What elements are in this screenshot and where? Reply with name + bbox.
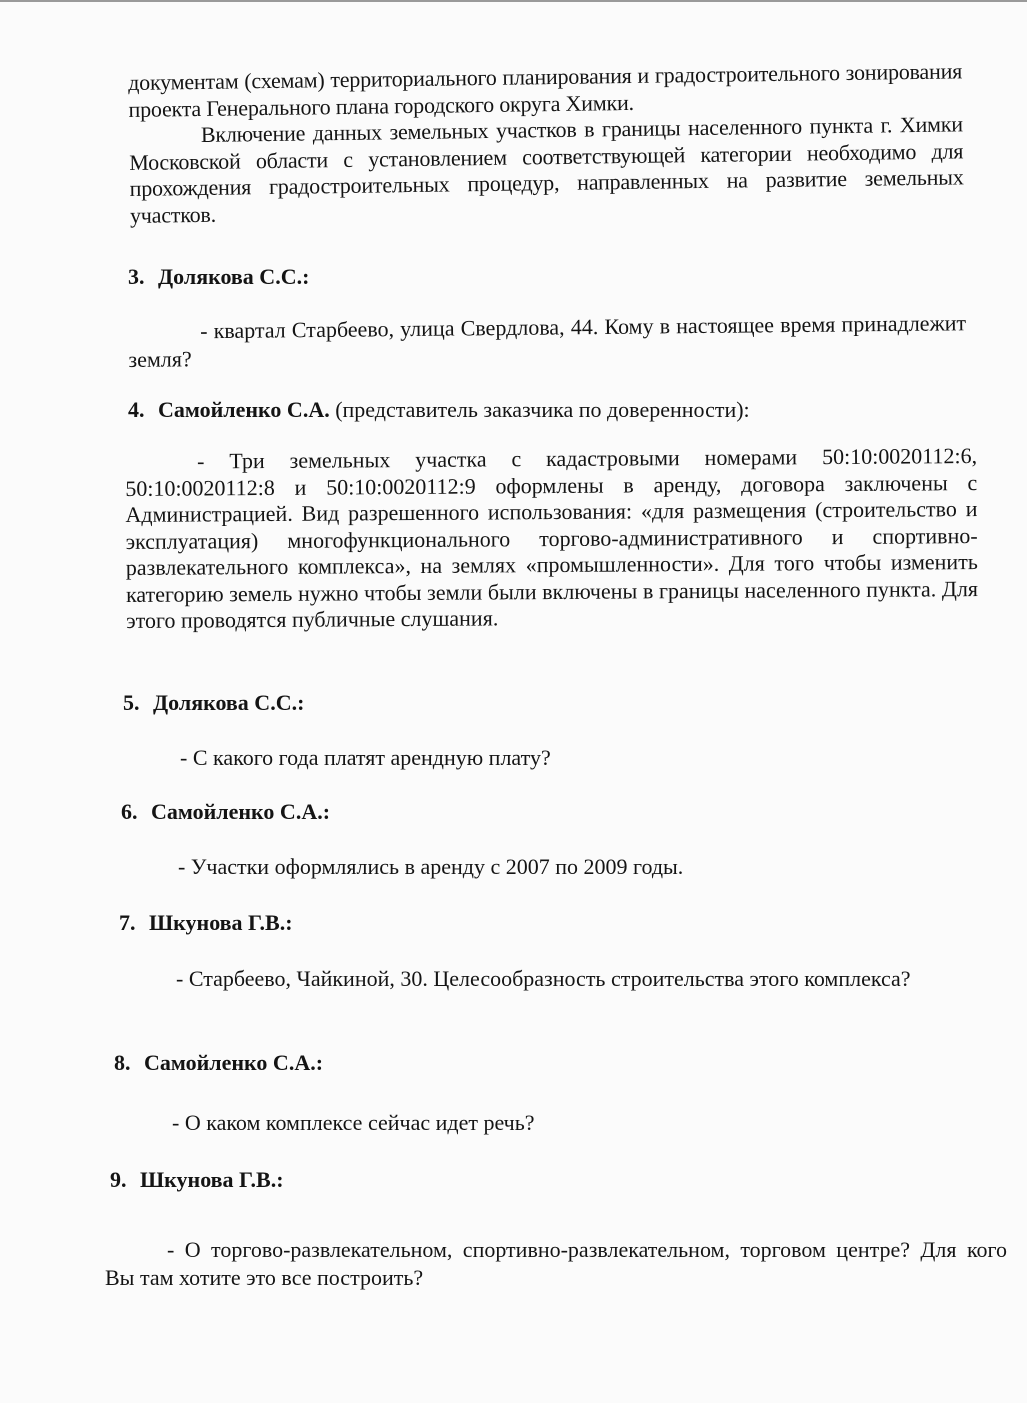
intro-text [128,58,964,229]
speaker-name: Долякова С.С.: [158,264,310,289]
entry-number: 7. [119,910,136,935]
entry-number: 5. [123,690,140,715]
entry-3-heading [128,264,309,290]
speaker-note: (представитель заказчика по доверенности): [329,397,750,422]
entry-7-heading [119,910,293,936]
entry-8-heading [114,1050,323,1076]
speaker-name: Самойленко С.А.: [144,1050,324,1075]
entry-4-heading [128,397,750,423]
entry-9-text: - О торгово-развлекательном, спортивно-развлекательном, торговом центре? Для кого Вы там хотите это все построить? [105,1237,1007,1290]
intro-paragraph-1: документам (схемам) территориального планирования и градостроительного зонирования проекта Генерального плана городского округа Химки. [128,58,963,122]
entry-number: 8. [114,1050,131,1075]
entry-3-text: - квартал Старбеево, улица Свердлова, 44. Кому в настоящее время принадлежит земля? [128,310,967,372]
entry-number: 4. [128,397,145,422]
entry-6-text: - Участки оформлялись в аренду с 2007 по 2009 годы. [178,854,684,879]
speaker-name: Долякова С.С.: [153,690,305,715]
entry-7-text: - Старбеево, Чайкиной, 30. Целесообразность строительства этого комплекса? [176,966,911,991]
entry-5-text: - С какого года платят арендную плату? [180,745,551,770]
entry-6-heading [121,799,330,825]
intro-paragraph-2: Включение данных земельных участков в границы населенного пункта г. Химки Московской области с установлением соответствующей категории необходимо для прохождения градостроительных процедур, направленных на развитие земельных участков. [129,111,964,228]
speaker-name: Самойленко С.А.: [151,799,331,824]
entry-number: 6. [121,799,138,824]
speaker-name: Шкунова Г.В.: [140,1167,284,1192]
speaker-name: Самойленко С.А. [158,397,330,422]
entry-8-text: - О каком комплексе сейчас идет речь? [172,1110,535,1135]
entry-number: 9. [110,1167,127,1192]
entry-5-heading [123,690,304,716]
speaker-name: Шкунова Г.В.: [149,910,293,935]
entry-4-text: - Три земельных участка с кадастровыми номерами 50:10:0020112:6, 50:10:0020112:8 и 50:10:0020112:9 оформлены в аренду, договора заключены с Администрацией. Вид разрешенного использования: «для размещения (строительство и эксплуатация) многофункционального торгово-административного и спортивно-развлекательного комплекса», на землях «промышленности». Для того чтобы изменить категорию земель нужно чтобы земли были включены в границы населенного пункта. Для этого проводятся публичные слушания. [125,443,979,633]
entry-9-heading [110,1167,284,1193]
entry-number: 3. [128,264,145,289]
